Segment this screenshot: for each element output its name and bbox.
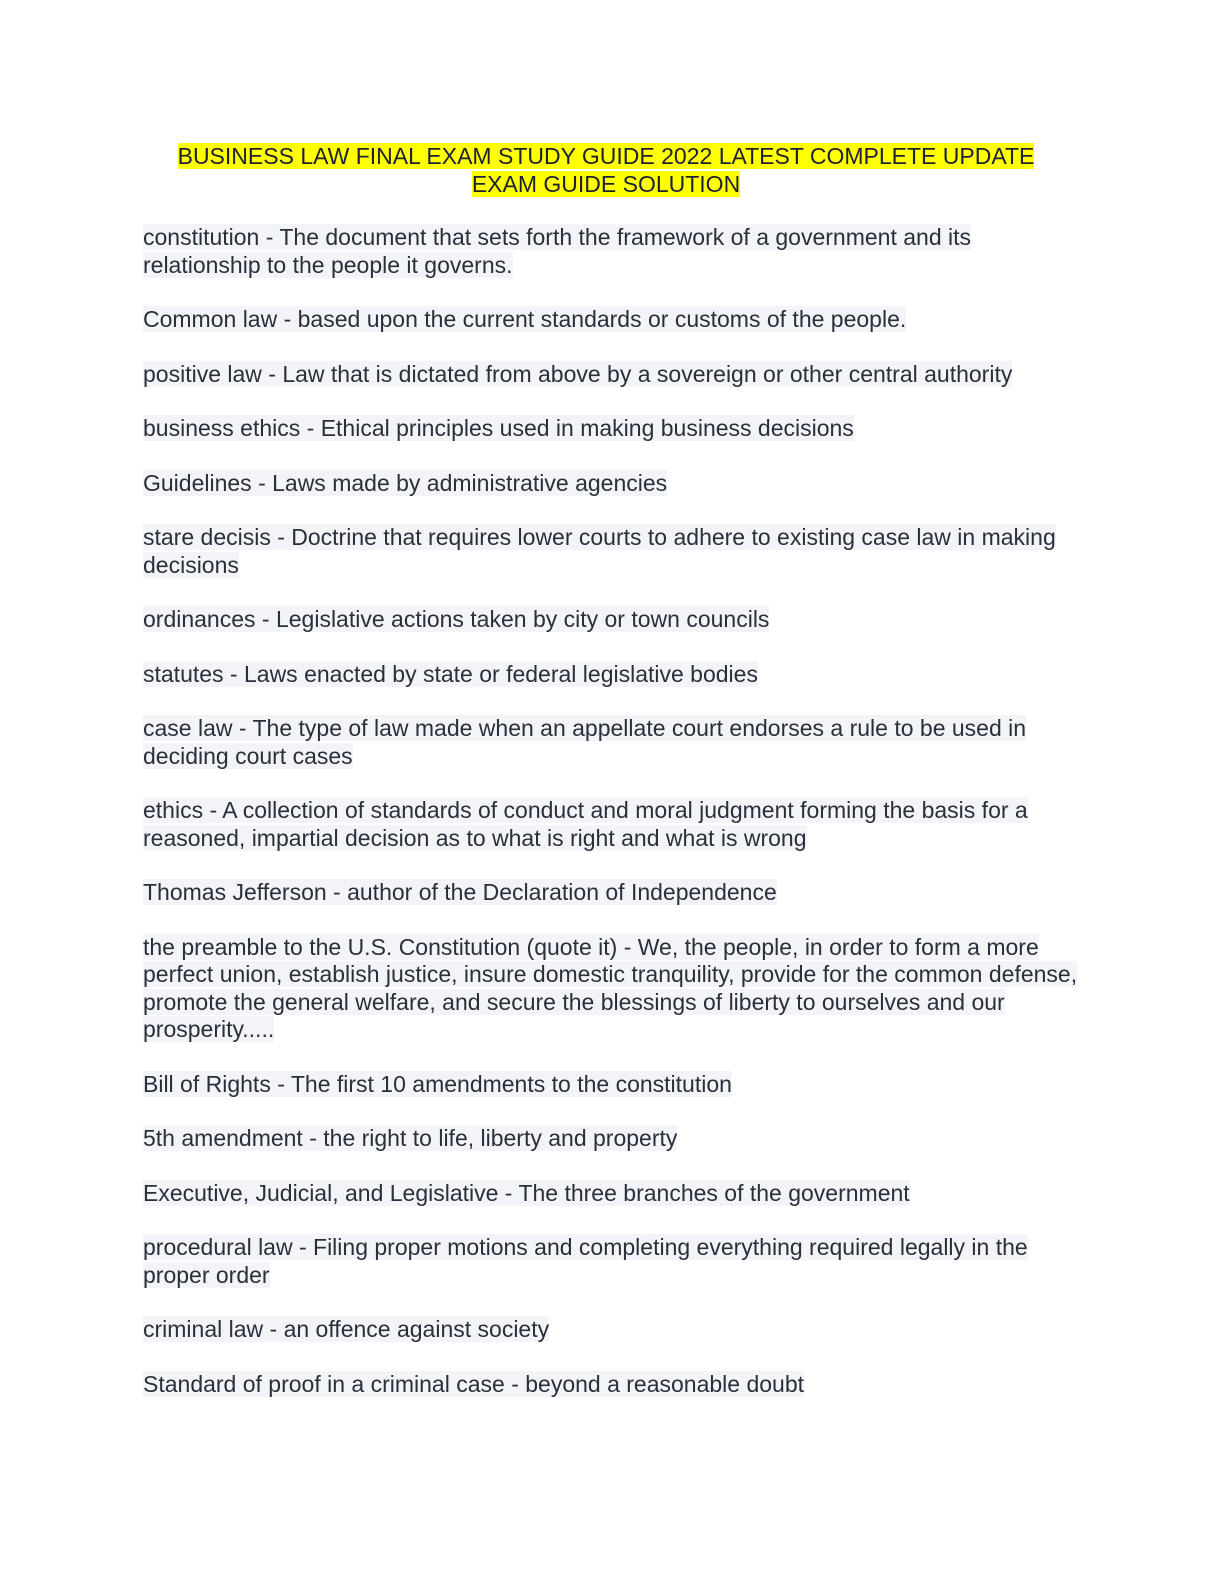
term-entry [143, 361, 1083, 389]
term-entry [143, 715, 1083, 770]
term-entry [143, 1371, 1083, 1399]
term-entry-text: ordinances - Legislative actions taken by city or town councils [143, 606, 770, 632]
term-entry [143, 1180, 1083, 1208]
term-entry-text: stare decisis - Doctrine that requires lower courts to adhere to existing case law in making decisions [143, 524, 1056, 578]
term-entry-text: Standard of proof in a criminal case - beyond a reasonable doubt [143, 1370, 805, 1397]
term-entry-text: case law - The type of law made when an appellate court endorses a rule to be used in deciding court cases [143, 715, 1027, 769]
term-entry [143, 606, 1083, 634]
term-entry [143, 306, 1083, 334]
term-entry [143, 661, 1083, 689]
term-entry-text: positive law - Law that is dictated from above by a sovereign or other central authority [143, 360, 1013, 387]
term-entry [143, 1071, 1083, 1099]
term-entry-text: Common law - based upon the current standards or customs of the people. [143, 306, 907, 332]
term-entry-text: Bill of Rights - The first 10 amendments to the constitution [143, 1070, 732, 1097]
term-entry [143, 224, 1083, 279]
term-entry [143, 879, 1083, 907]
term-entry-text: ethics - A collection of standards of conduct and moral judgment forming the basis for a reasoned, impartial decision as to what is right and what is wrong [143, 797, 1028, 851]
term-entry [143, 1125, 1083, 1153]
term-entry-text: statutes - Laws enacted by state or federal legislative bodies [143, 660, 758, 687]
term-entry-text: procedural law - Filing proper motions and completing everything required legally in the proper order [143, 1234, 1028, 1288]
document-title [143, 143, 1069, 198]
term-entry-text: 5th amendment - the right to life, liberty and property [143, 1125, 678, 1151]
document-title-text: BUSINESS LAW FINAL EXAM STUDY GUIDE 2022 LATEST COMPLETE UPDATE EXAM GUIDE SOLUTION [177, 143, 1035, 197]
term-entry-text: criminal law - an offence against society [143, 1316, 550, 1342]
term-entry [143, 415, 1083, 443]
term-entry [143, 524, 1083, 579]
term-entry [143, 797, 1083, 852]
term-entry-text: Thomas Jefferson - author of the Declaration of Independence [143, 879, 777, 905]
term-entry-text: the preamble to the U.S. Constitution (quote it) - We, the people, in order to form a more perfect union, establish justice, insure domestic tranquility, provide for the common defense, promote the general welfare, and secure the blessings of liberty to ourselves and our prosperity..... [143, 933, 1078, 1042]
term-entry-text: Executive, Judicial, and Legislative - The three branches of the government [143, 1179, 910, 1206]
term-entry-text: business ethics - Ethical principles used in making business decisions [143, 415, 854, 441]
term-entry-text: Guidelines - Laws made by administrative agencies [143, 469, 668, 496]
term-entry-text: constitution - The document that sets forth the framework of a government and its relationship to the people it governs. [143, 224, 971, 278]
term-list [143, 224, 1083, 1425]
term-entry [143, 1316, 1083, 1344]
term-entry [143, 934, 1083, 1044]
term-entry [143, 470, 1083, 498]
term-entry [143, 1234, 1083, 1289]
